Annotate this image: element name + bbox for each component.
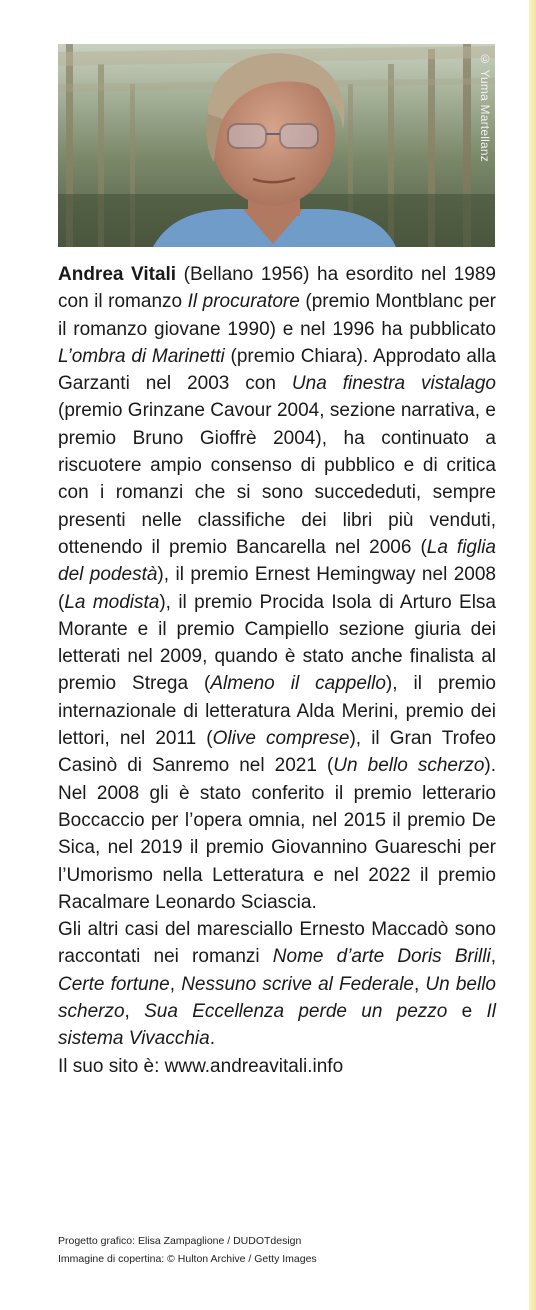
text-run: , bbox=[414, 973, 426, 995]
text-run: , bbox=[124, 1001, 145, 1023]
text-run: ), il premio Procida Isola di Arturo Elsa Morante e il premio Campiello sezione giuria dei letterati nel 2009, quando è stato anche finalista al premio Strega ( bbox=[58, 591, 496, 695]
text-run: e bbox=[447, 1001, 487, 1023]
book-title: Olive comprese bbox=[212, 728, 350, 750]
text-run: (premio Chiara). Approdato alla Garzanti nel 2003 con bbox=[58, 345, 496, 395]
book-title: Il sistema Vivacchia bbox=[58, 1001, 497, 1050]
book-title: Nessuno scrive al Federale bbox=[181, 973, 414, 995]
photo-credit: © Yuma Martellanz bbox=[478, 52, 492, 162]
book-title: La figlia del podestà bbox=[58, 536, 496, 586]
text-run: . bbox=[209, 1028, 215, 1050]
book-title: Almeno il cappello bbox=[210, 673, 386, 695]
text-run: , bbox=[169, 973, 182, 995]
book-title: Il procuratore bbox=[187, 291, 300, 313]
text-run: (premio Grinzane Cavour 2004, sezione narrativa, e premio Bruno Gioffrè 2004), ha continuato a riscuotere ampio consenso di pubblico e di critica con i romanzi che si sono succededuti, sempre presenti nelle classifiche dei libri più venduti, ottenendo il premio Bancarella nel 2006 ( bbox=[58, 400, 496, 558]
flap-edge bbox=[529, 0, 536, 1310]
book-title: Un bello scherzo bbox=[333, 755, 485, 777]
text-run: ), il premio Ernest Hemingway nel 2008 ( bbox=[58, 564, 497, 613]
text-run: ), il Gran Trofeo Casinò di Sanremo nel 2021 ( bbox=[58, 728, 496, 777]
graphic-design-credit: Progetto grafico: Elisa Zampaglione / DUDOTdesign bbox=[58, 1235, 302, 1247]
text-run: (premio Montblanc per il romanzo giovane 1990) e nel 1996 ha pubblicato bbox=[58, 291, 496, 340]
book-title: L’ombra di Marinetti bbox=[58, 345, 225, 367]
book-title: Nome d’arte Doris Brilli bbox=[272, 946, 491, 968]
text-run: ), il premio internazionale di letteratura Alda Merini, premio dei lettori, nel 2011 ( bbox=[58, 673, 496, 750]
book-title: Un bello scherzo bbox=[58, 973, 496, 1023]
text-run: , bbox=[490, 946, 496, 968]
other-novels-paragraph bbox=[58, 916, 496, 1052]
book-title: Certe fortune bbox=[58, 973, 170, 995]
colophon bbox=[58, 1232, 317, 1268]
author-website: Il suo sito è: www.andreavitali.info bbox=[58, 1055, 344, 1077]
author-name: Andrea Vitali bbox=[58, 264, 177, 285]
text-run: ). Nel 2008 gli è stato conferito il premio letterario Boccaccio per l’opera omnia, nel 2015 il premio De Sica, nel 2019 il premio Giovannino Guareschi per l’Umorismo nella Letteratura e nel 2022 il premio Racalmare Leonardo Sciascia. bbox=[58, 755, 496, 913]
author-photo bbox=[58, 44, 495, 247]
biography-paragraph bbox=[58, 261, 496, 916]
book-title: Una finestra vistalago bbox=[291, 373, 496, 395]
book-title: La modista bbox=[64, 591, 160, 613]
text-run: Gli altri casi del maresciallo Ernesto Maccadò sono raccontati nei romanzi bbox=[58, 919, 496, 968]
text-run: (Bellano 1956) ha esordito nel 1989 con il romanzo bbox=[58, 264, 496, 313]
book-title: Sua Eccellenza perde un pezzo bbox=[144, 1001, 448, 1023]
author-biography bbox=[58, 261, 496, 1080]
cover-image-credit: Immagine di copertina: © Hulton Archive / Getty Images bbox=[58, 1253, 317, 1265]
